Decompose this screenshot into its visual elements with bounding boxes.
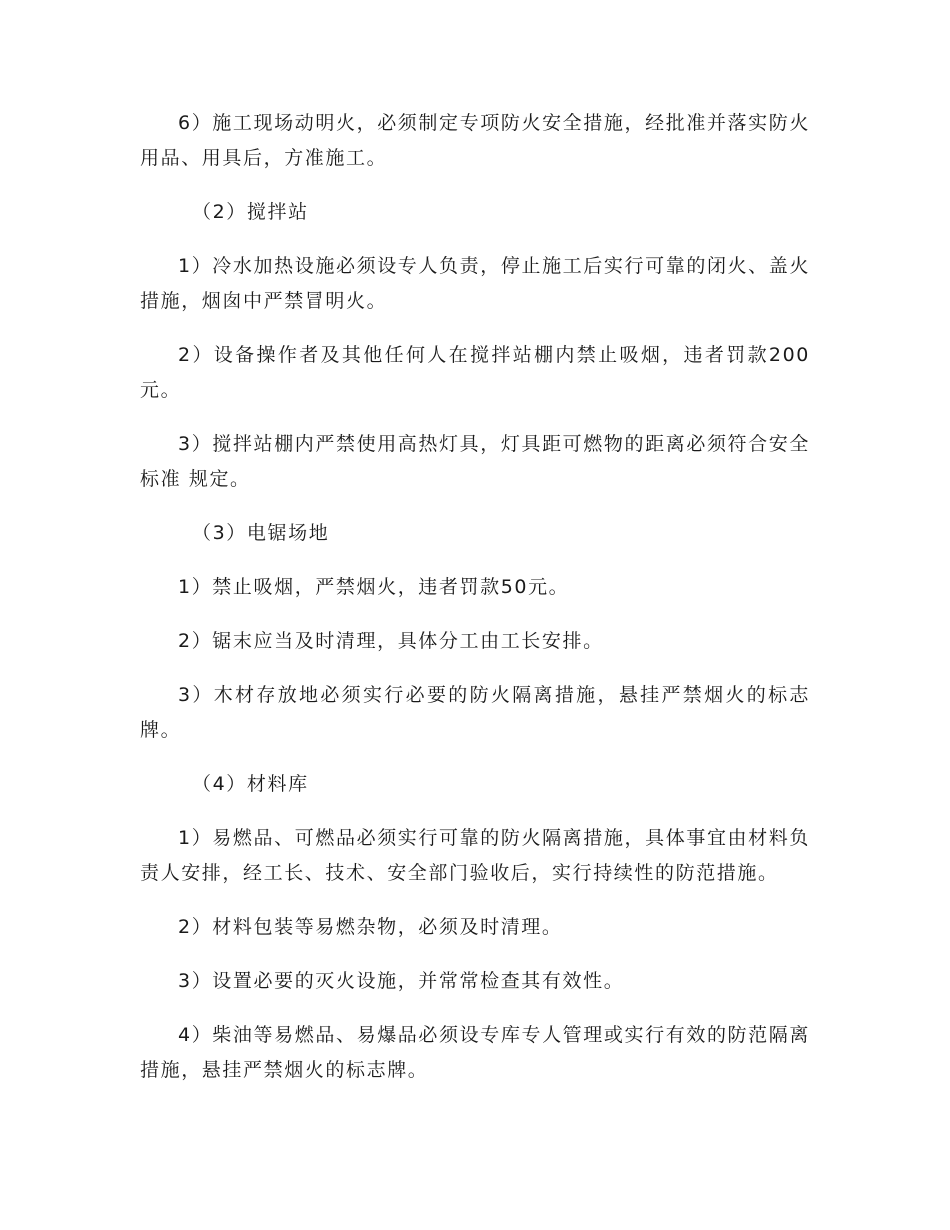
section-heading-saw-site: （3）电锯场地 [192,522,330,544]
paragraph-no-smoking-saw: 1）禁止吸烟，严禁烟火，违者罚款50元。 [178,576,570,598]
paragraph-flammables-isolation: 1）易燃品、可燃品必须实行可靠的防火隔离措施，具体事宜由材料负责人安排，经工长、技术、安全部门验收后，实行持续性的防范措施。 [140,827,810,884]
paragraph-lamp-restriction: 3）搅拌站棚内严禁使用高热灯具，灯具距可燃物的距离必须符合安全标准 规定。 [140,433,810,490]
paragraph-diesel-storage: 4）柴油等易燃品、易爆品必须设专库专人管理或实行有效的防范隔离措施，悬挂严禁烟火的标志牌。 [140,1024,810,1081]
paragraph-packaging-cleanup: 2）材料包装等易燃杂物，必须及时清理。 [178,916,563,938]
paragraph-item-6-open-fire: 6）施工现场动明火，必须制定专项防火安全措施，经批准并落实防火用品、用具后，方准施工。 [140,112,810,169]
paragraph-extinguishers: 3）设置必要的灭火设施，并常常检查其有效性。 [178,970,625,992]
paragraph-no-smoking-mixing: 2）设备操作者及其他任何人在搅拌站棚内禁止吸烟，违者罚款200元。 [140,344,810,401]
paragraph-heating-facility: 1）冷水加热设施必须设专人负责，停止施工后实行可靠的闭火、盖火措施，烟囱中严禁冒明火。 [140,255,810,312]
document-page [140,106,810,1107]
paragraph-sawdust-cleanup: 2）锯末应当及时清理，具体分工由工长安排。 [178,630,604,652]
section-heading-material-warehouse: （4）材料库 [192,773,309,795]
section-heading-mixing-station: （2）搅拌站 [192,201,309,223]
paragraph-timber-storage: 3）木材存放地必须实行必要的防火隔离措施，悬挂严禁烟火的标志牌。 [140,684,810,741]
